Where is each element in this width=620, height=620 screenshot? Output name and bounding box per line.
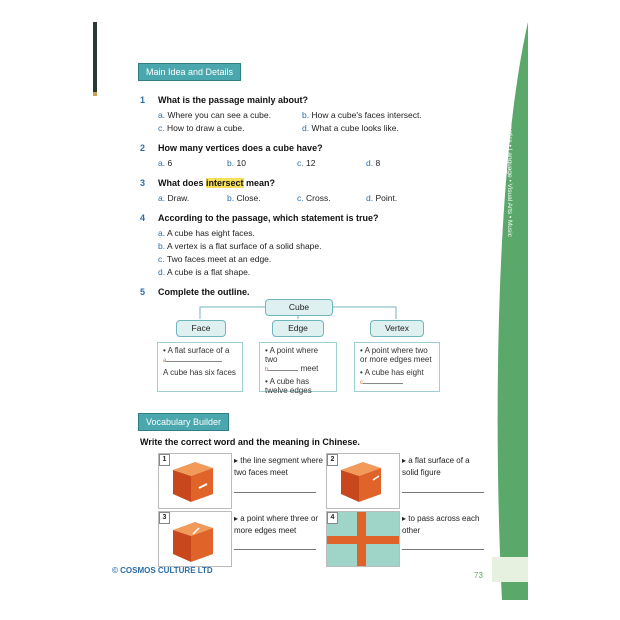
- vocab-number-1: 1: [159, 454, 170, 466]
- q4-option-b[interactable]: b. A vertex is a flat surface of a solid shape.: [158, 241, 322, 251]
- q2-option-c[interactable]: c. 12: [297, 158, 316, 168]
- face-fact-2: A cube has six faces: [163, 368, 236, 377]
- blank-c[interactable]: [363, 383, 403, 384]
- q4-option-d[interactable]: d. A cube is a flat shape.: [158, 267, 251, 277]
- page-number: 73: [474, 571, 483, 580]
- q2-option-d[interactable]: d. 8: [366, 158, 381, 168]
- outline-branch-face: Face: [176, 320, 226, 337]
- vocab-number-4: 4: [327, 512, 338, 524]
- vocab-number-2: 2: [327, 454, 338, 466]
- question-5: 5 Complete the outline.: [140, 287, 250, 297]
- blank-a[interactable]: [166, 361, 222, 362]
- vocab-definition-1: ▸ the line segment where two faces meet: [234, 456, 323, 477]
- q3-option-d[interactable]: d. Point.: [366, 193, 398, 203]
- outline-root-cube: Cube: [265, 299, 333, 316]
- question-4: 4 According to the passage, which statement is true?: [140, 213, 379, 223]
- q2-option-b[interactable]: b. 10: [227, 158, 246, 168]
- vertex-fact-2: • A cube has eight c: [360, 368, 424, 386]
- highlighted-word: intersect: [206, 178, 244, 188]
- vocab-image-4: [326, 511, 400, 567]
- q3-option-b[interactable]: b. Close.: [227, 193, 261, 203]
- vocab-definition-2: ▸ a flat surface of a solid figure: [402, 456, 470, 477]
- vertex-fact-1: • A point where two or more edges meet: [360, 346, 432, 364]
- section-title-main-idea: Main Idea and Details: [138, 63, 241, 81]
- vocab-answer-line-3[interactable]: [234, 549, 316, 550]
- unit-number: 3: [499, 84, 507, 100]
- outline-branch-edge: Edge: [272, 320, 324, 337]
- q4-option-c[interactable]: c. Two faces meet at an edge.: [158, 254, 272, 264]
- vocab-instruction: Write the correct word and the meaning in Chinese.: [140, 437, 360, 447]
- vocab-image-1: [158, 453, 232, 509]
- outline-branch-vertex: Vertex: [370, 320, 424, 337]
- vocab-definition-4: ▸ to pass across each other: [402, 514, 480, 535]
- q4-option-a[interactable]: a. A cube has eight faces.: [158, 228, 255, 238]
- vocab-image-3: [158, 511, 232, 567]
- vocab-answer-line-1[interactable]: [234, 492, 316, 493]
- edge-fact-1: • A point where two b meet: [265, 346, 319, 373]
- face-fact-1: • A flat surface of a a: [163, 346, 230, 364]
- vocab-answer-line-2[interactable]: [402, 492, 484, 493]
- outline-box-edge: [259, 342, 337, 395]
- question-2: 2 How many vertices does a cube have?: [140, 143, 323, 153]
- subject-list: Mathematics • Language • Visual Arts • Music: [506, 106, 513, 237]
- q1-option-a[interactable]: a. Where you can see a cube.: [158, 110, 271, 120]
- copyright-footer: © COSMOS CULTURE LTD: [112, 566, 213, 575]
- q2-option-a[interactable]: a. 6: [158, 158, 173, 168]
- vocab-number-3: 3: [159, 512, 170, 524]
- q1-option-c[interactable]: c. How to draw a cube.: [158, 123, 245, 133]
- edge-fact-2: • A cube has twelve edges: [265, 377, 312, 395]
- q1-option-d[interactable]: d. What a cube looks like.: [302, 123, 399, 133]
- q1-option-b[interactable]: b. How a cube's faces intersect.: [302, 110, 422, 120]
- q3-option-c[interactable]: c. Cross.: [297, 193, 331, 203]
- section-title-vocabulary: Vocabulary Builder: [138, 413, 229, 431]
- vocab-image-2: [326, 453, 400, 509]
- outline-box-vertex: [354, 342, 440, 392]
- blank-b[interactable]: [268, 370, 298, 371]
- vocab-definition-3: ▸ a point where three or more edges meet: [234, 514, 319, 535]
- vocab-answer-line-4[interactable]: [402, 549, 484, 550]
- question-3: 3 What does intersect mean?: [140, 178, 276, 188]
- q3-option-a[interactable]: a. Draw.: [158, 193, 190, 203]
- question-1: 1 What is the passage mainly about?: [140, 95, 309, 105]
- outline-box-face: [157, 342, 243, 392]
